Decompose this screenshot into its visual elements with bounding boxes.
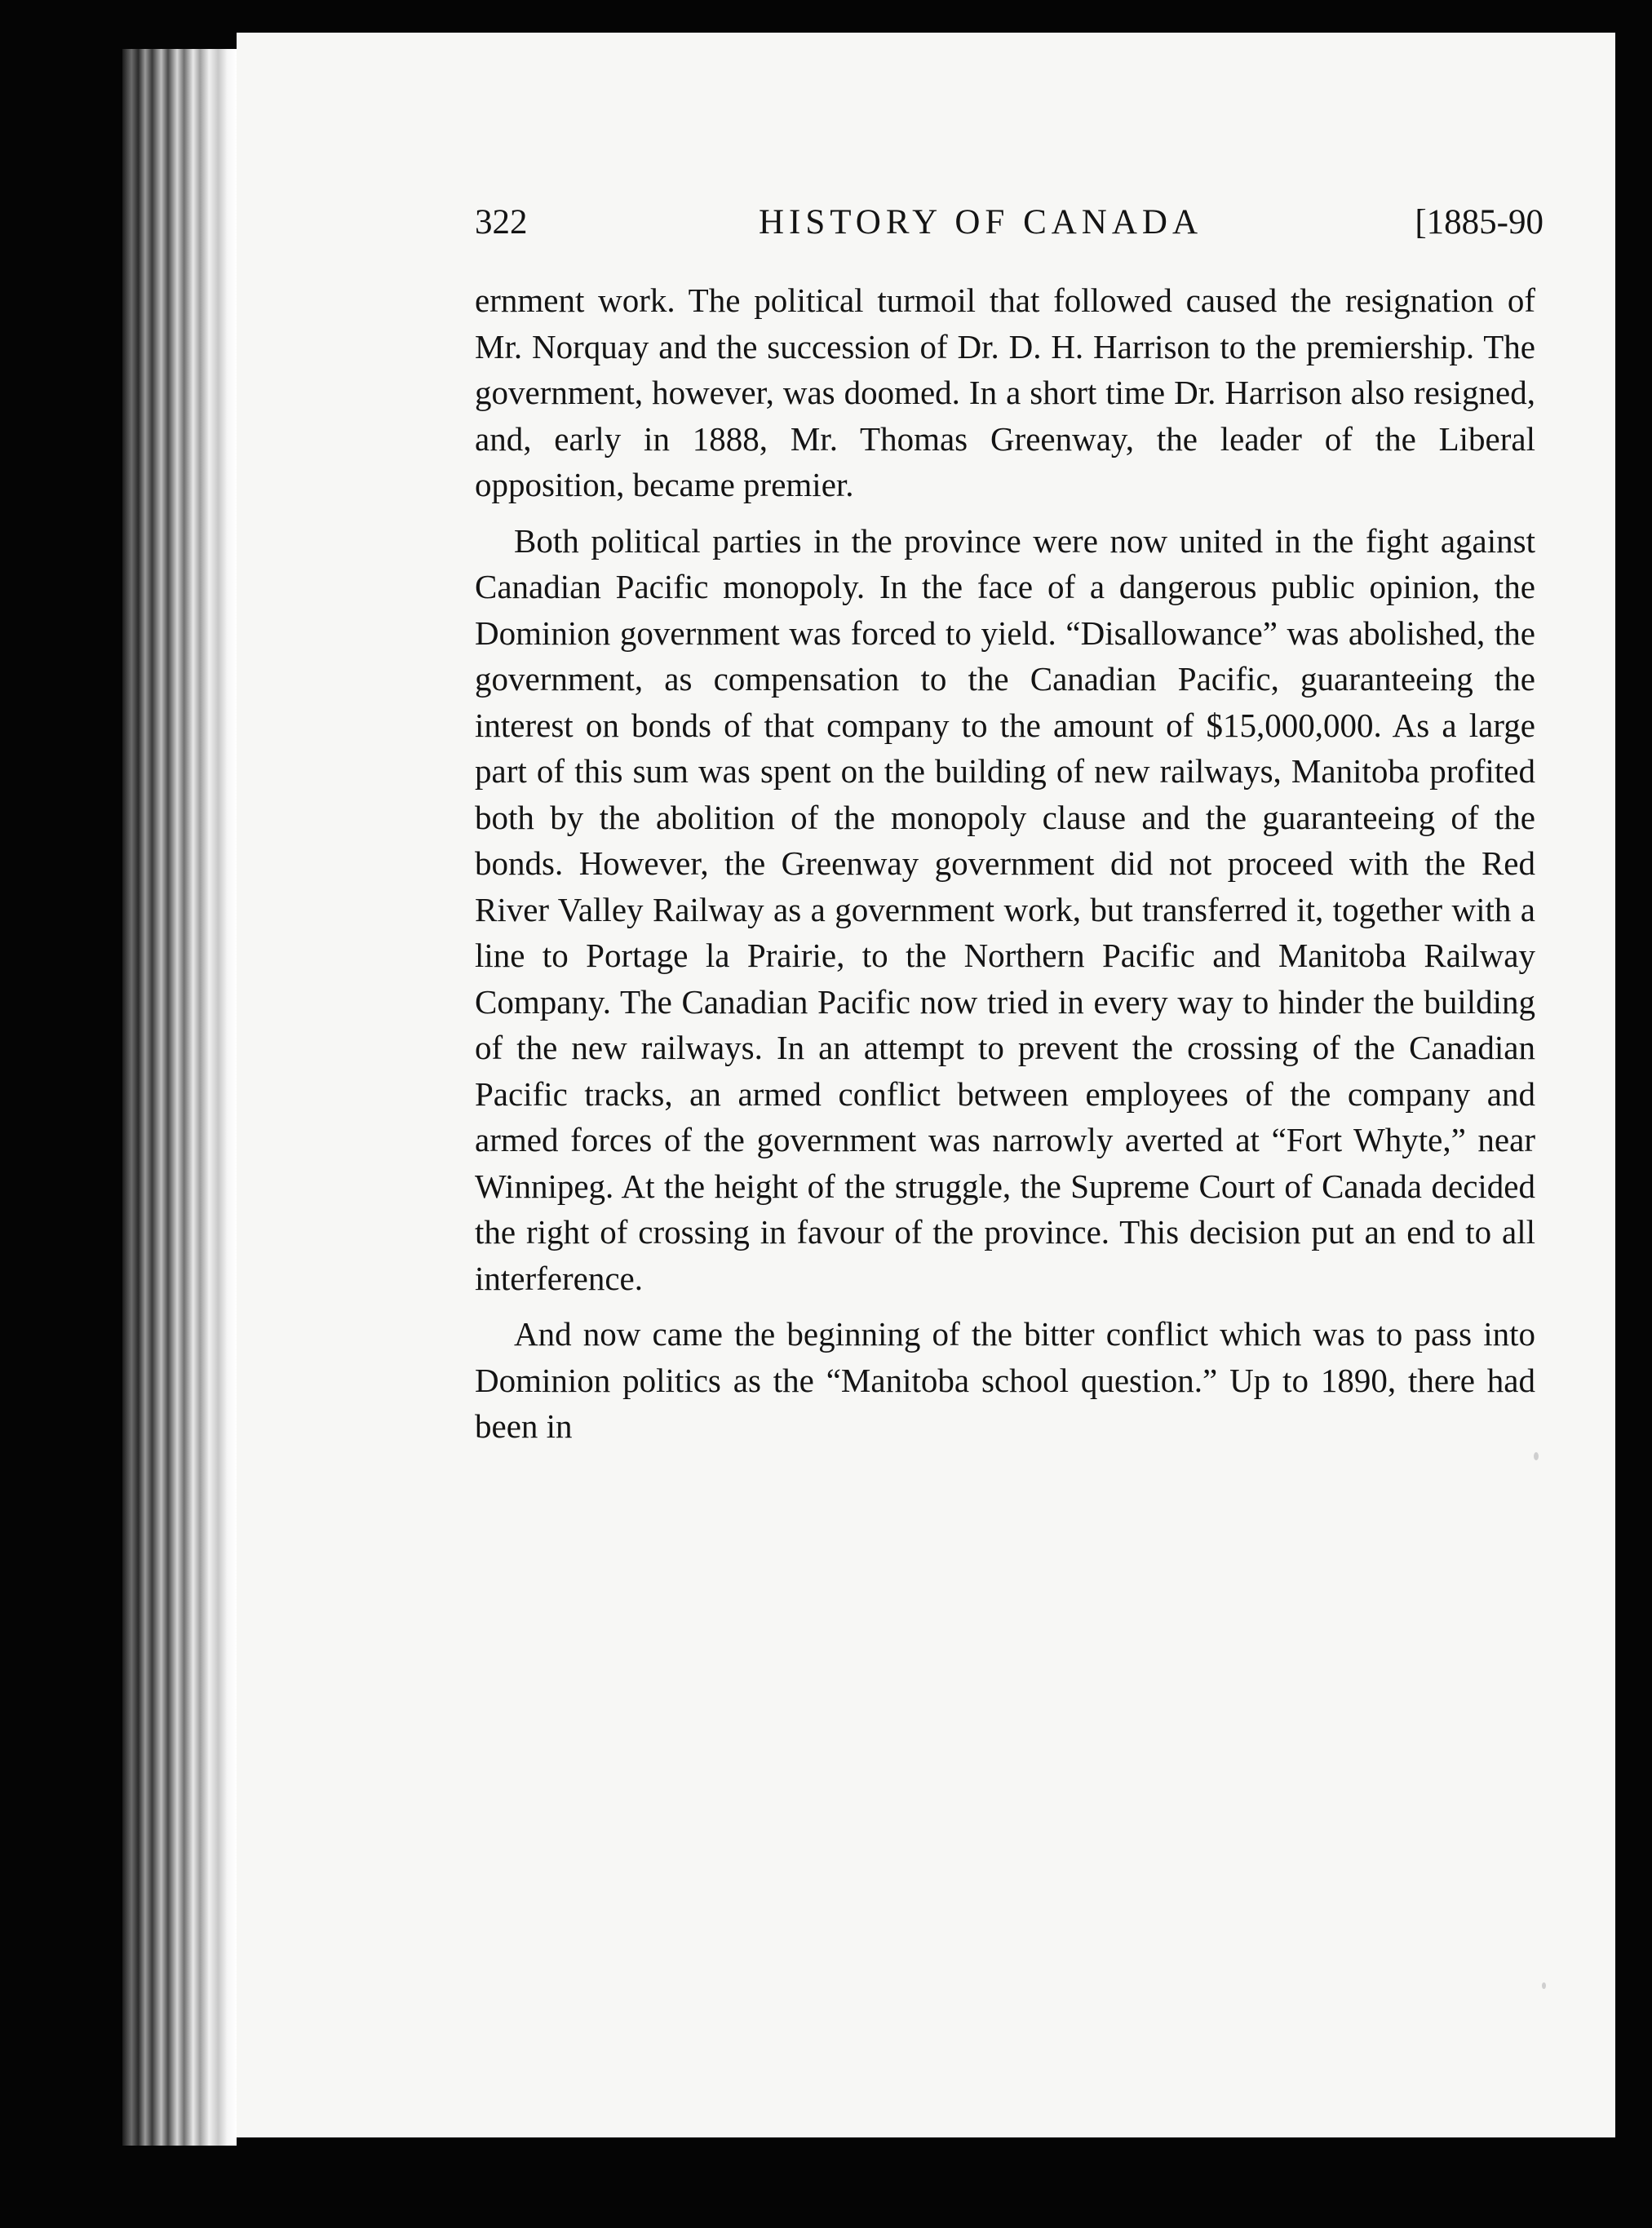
body-text (475, 277, 1535, 1450)
paragraph-3: And now came the beginning of the bitter conflict which was to pass into Dominion politics as the “Manitoba school question.” Up to 1890, there had been in (475, 1315, 1535, 1445)
paragraph-2: Both political parties in the province were now united in the fight against Canadian Pacific monopoly. In the face of a dangerous public opinion, the Dominion government was forced to yield. “Disallowance” was abolished, the government, as compensation to the Canadian Pacific, guaranteeing the interest on bonds of that company to the amount of $15,000,000. As a large part of this sum was spent on the building of new railways, Manitoba profited both by the abolition of the monopoly clause and the guaranteeing of the bonds. However, the Greenway government did not proceed with the Red River Valley Railway as a government work, but transferred it, together with a line to Portage la Prairie, to the Northern Pacific and Manitoba Railway Company. The Canadian Pacific now tried in every way to hinder the building of the new railways. In an attempt to prevent the crossing of the Canadian Pacific tracks, an armed conflict between employees of the company and armed forces of the government was narrowly averted at “Fort Whyte,” near Winnipeg. At the height of the struggle, the Supreme Court of Canada decided the right of crossing in favour of the province. This decision put an end to all interference. (475, 521, 1535, 1297)
running-header (475, 202, 1543, 251)
page-speck (1542, 1982, 1546, 1989)
year-range: [1885-90 (1415, 203, 1543, 241)
running-title: HISTORY OF CANADA (759, 203, 1203, 241)
page-speck (1534, 1452, 1539, 1460)
book-gutter (122, 49, 237, 2146)
paragraph-1: ernment work. The political turmoil that followed caused the resignation of Mr. Norquay and the succession of Dr. D. H. Harrison to the premiership. The government, however, was doomed. In a short time Dr. Harrison also resigned, and, early in 1888, Mr. Thomas Greenway, the leader of the Liberal opposition, became premier. (475, 281, 1535, 503)
page-number: 322 (475, 203, 528, 241)
